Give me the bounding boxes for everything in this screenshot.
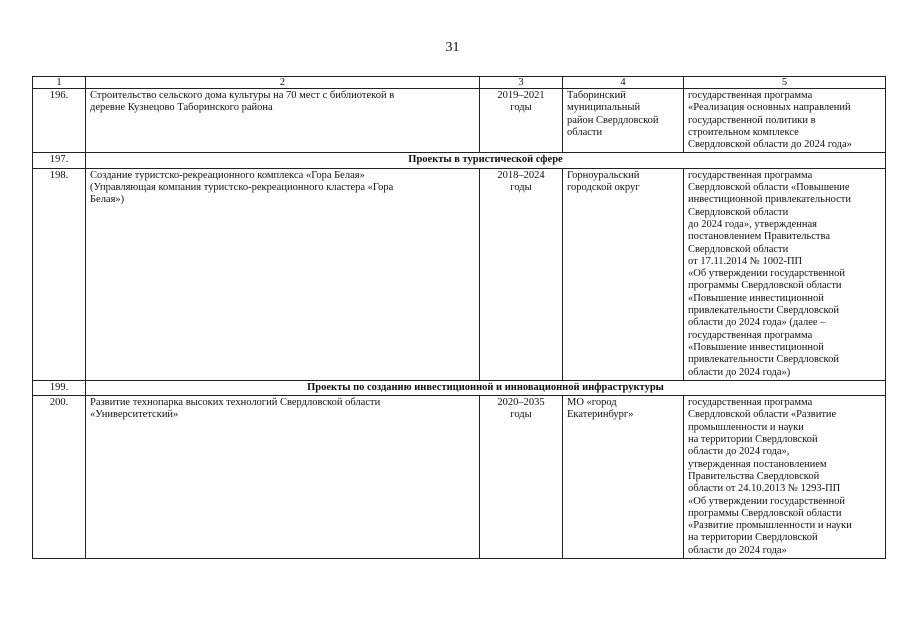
state-program-line: государственная программа <box>688 169 813 181</box>
state-program-line: программы Свердловской области <box>688 280 842 292</box>
project-name-line: Развитие технопарка высоких технологий Свердловской области <box>90 397 381 409</box>
row-number: 198. <box>33 168 86 380</box>
state-program-line: Свердловской области до 2024 года» <box>688 139 852 151</box>
state-program <box>684 89 886 153</box>
state-program-line: утвержденная постановлением <box>688 458 827 470</box>
project-name <box>86 89 480 153</box>
state-program-line: от 17.11.2014 № 1002-ПП <box>688 255 803 267</box>
state-program-line: Правительства Свердловской <box>688 470 820 482</box>
project-location-line: муниципальный <box>567 102 641 114</box>
project-years-line: годы <box>510 409 532 421</box>
project-name <box>86 396 480 559</box>
project-name-line: «Университетский» <box>90 409 179 421</box>
project-name-line: Создание туристско-рекреационного комплекса «Гора Белая» <box>90 169 365 181</box>
state-program-line: области до 2024 года» <box>688 544 787 556</box>
project-years <box>480 168 563 380</box>
state-program-line: «Повышение инвестиционной <box>688 341 824 353</box>
state-program-line: области до 2024 года», <box>688 446 790 458</box>
state-program-line: Свердловской области <box>688 243 789 255</box>
state-program-line: инвестиционной привлекательности <box>688 194 851 206</box>
project-years <box>480 89 563 153</box>
project-row <box>33 396 886 559</box>
state-program-line: привлекательности Свердловской <box>688 305 839 317</box>
project-location-line: Екатеринбург» <box>567 409 634 421</box>
projects-table <box>32 76 886 559</box>
project-years-line: 2019–2021 <box>497 90 545 101</box>
project-location <box>563 396 684 559</box>
state-program-line: Свердловской области «Повышение <box>688 182 850 194</box>
project-row <box>33 168 886 380</box>
section-row <box>33 153 886 168</box>
project-location-line: городской округ <box>567 182 640 194</box>
project-location <box>563 168 684 380</box>
column-header-1: 1 <box>33 77 86 89</box>
project-years-line: 2020–2035 <box>497 397 545 409</box>
section-title: Проекты по созданию инвестиционной и инновационной инфраструктуры <box>86 380 886 395</box>
column-header-4: 4 <box>563 77 684 89</box>
state-program-line: «Об утверждении государственной <box>688 268 846 280</box>
project-name-line: Строительство сельского дома культуры на 70 мест с библиотекой в <box>90 90 395 101</box>
project-name-line: Белая») <box>90 194 125 206</box>
project-row <box>33 89 886 153</box>
row-number: 199. <box>33 380 86 395</box>
column-header-5: 5 <box>684 77 886 89</box>
state-program-line: области от 24.10.2013 № 1293-ПП <box>688 483 841 495</box>
project-location-line: МО «город <box>567 397 617 409</box>
section-title: Проекты в туристической сфере <box>86 153 886 168</box>
project-location-line: области <box>567 126 603 138</box>
state-program-line: на территории Свердловской <box>688 434 818 446</box>
state-program-line: «Развитие промышленности и науки <box>688 520 852 532</box>
state-program-line: программы Свердловской области <box>688 507 842 519</box>
state-program <box>684 396 886 559</box>
table-header-row <box>33 77 886 89</box>
project-location <box>563 89 684 153</box>
column-header-2: 2 <box>86 77 480 89</box>
state-program-line: Свердловской области <box>688 206 789 218</box>
state-program-line: привлекательности Свердловской <box>688 354 839 366</box>
section-row <box>33 380 886 395</box>
state-program-line: области до 2024 года» (далее – <box>688 317 826 329</box>
state-program-line: постановлением Правительства <box>688 231 831 243</box>
project-location-line: район Свердловской <box>567 114 659 126</box>
project-years-line: годы <box>510 102 532 114</box>
column-header-3: 3 <box>480 77 563 89</box>
project-years <box>480 396 563 559</box>
state-program-line: до 2024 года», утвержденная <box>688 218 817 230</box>
state-program-line: строительном комплексе <box>688 126 799 138</box>
state-program-line: области до 2024 года») <box>688 366 791 378</box>
state-program-line: промышленности и науки <box>688 421 804 433</box>
project-years-line: годы <box>510 182 532 194</box>
state-program-line: государственная программа <box>688 397 813 409</box>
state-program-line: на территории Свердловской <box>688 532 818 544</box>
state-program-line: государственная программа <box>688 90 813 101</box>
state-program <box>684 168 886 380</box>
state-program-line: государственной политики в <box>688 114 816 126</box>
row-number: 197. <box>33 153 86 168</box>
project-years-line: 2018–2024 <box>497 169 545 181</box>
project-name <box>86 168 480 380</box>
project-name-line: деревне Кузнецово Таборинского района <box>90 102 273 114</box>
project-location-line: Горноуральский <box>567 169 640 181</box>
state-program-line: Свердловской области «Развитие <box>688 409 837 421</box>
state-program-line: «Реализация основных направлений <box>688 102 851 114</box>
state-program-line: государственная программа <box>688 329 813 341</box>
row-number: 196. <box>33 89 86 153</box>
project-location-line: Таборинский <box>567 90 626 101</box>
page-number: 31 <box>445 40 460 55</box>
state-program-line: «Повышение инвестиционной <box>688 292 824 304</box>
state-program-line: «Об утверждении государственной <box>688 495 846 507</box>
row-number: 200. <box>33 396 86 559</box>
project-name-line: (Управляющая компания туристско-рекреационного кластера «Гора <box>90 182 394 194</box>
